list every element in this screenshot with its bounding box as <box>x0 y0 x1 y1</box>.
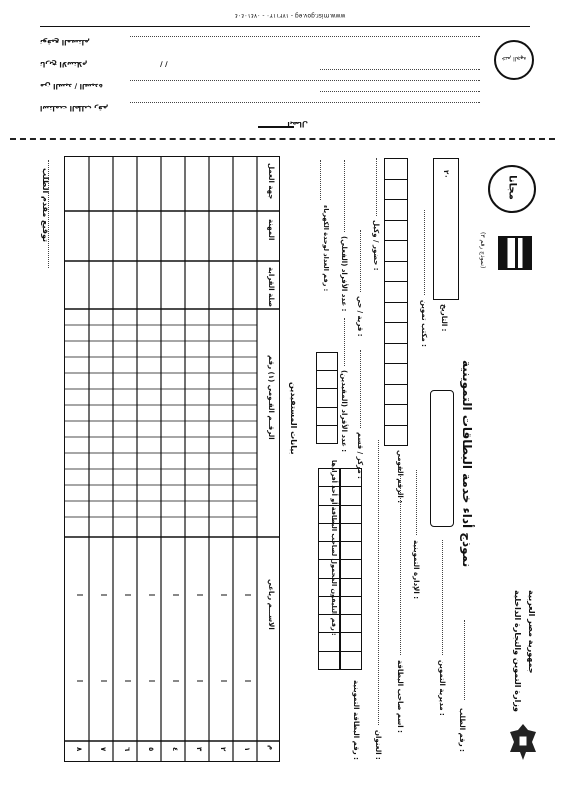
col-header-name: الاســـم رباعي <box>267 579 275 630</box>
row-number: ٨ <box>75 747 83 752</box>
col-header-job: المهنة <box>267 219 275 241</box>
field-district: مركز / قسم : <box>356 432 364 479</box>
field-village: قرية / حي : <box>356 296 364 337</box>
national-id-boxes <box>384 158 408 446</box>
row-number: ٢ <box>219 747 227 752</box>
col-header-relation: صلة القرابة <box>267 267 275 307</box>
field-meter: رقم العداد لوحدة الكهرباء : <box>322 205 330 292</box>
field-actual-count: عدد الأفراد (الفعلي) : <box>340 236 348 312</box>
divider <box>40 26 530 27</box>
receipt-row-4: توقيع المستلم <box>40 38 90 46</box>
row-number: ٣ <box>195 747 203 752</box>
request-no-label: رقم الطلب : <box>458 708 466 752</box>
beneficiaries-table <box>64 156 280 762</box>
receipt-stub: ايصال <box>287 120 308 128</box>
field-national-id: الرقم القومي : <box>396 450 404 504</box>
form-title: نموذج أداء خدمة البطاقات التموينية <box>460 360 474 568</box>
eagle-emblem-icon <box>508 722 538 762</box>
ministry-name: وزارة التموين والتجارة الداخلية <box>513 590 522 712</box>
receipt-row-1: استلمت الطلب رقم <box>40 104 109 112</box>
country-name: جمهورية مصر العربية <box>527 590 536 674</box>
meter-boxes <box>316 352 338 444</box>
free-badge: مجانا <box>488 165 536 213</box>
signature-label: توقيع مقدم الطلب <box>41 168 50 243</box>
receipt-date-sep: / / <box>160 60 168 68</box>
field-card-no: رقم البطاقة التموينية : <box>352 680 360 760</box>
row-number: ٦ <box>123 747 131 752</box>
table-title: بيانات المستفيدين <box>289 382 298 455</box>
field-attendance: حضور / وكيل : <box>372 220 380 271</box>
cut-line <box>10 138 555 140</box>
row-number: ٧ <box>99 747 107 752</box>
form-number: (نموذج رقم ٣) <box>479 232 486 269</box>
date-box <box>433 158 459 300</box>
field-office: مكتب تموين : <box>420 300 428 347</box>
field-phone: رقم التليفون المحمول لصاحب البطاقة أو أحد أفرادها : <box>330 460 338 636</box>
receipt-row-2: من السيد / السيدة <box>40 82 103 90</box>
subtitle-frame <box>430 390 454 527</box>
ration-card-boxes <box>340 468 362 670</box>
col-header-index: م <box>267 745 275 751</box>
row-number: ٥ <box>147 747 155 752</box>
col-header-national-id: الرقــم القـومي (١) رقم <box>267 355 275 440</box>
row-number: ٤ <box>171 747 179 752</box>
receipt-block <box>40 32 480 112</box>
date-label: التاريخ : <box>440 304 448 332</box>
col-header-employer: جهة العمل <box>267 163 275 200</box>
field-address: العنوان : <box>374 730 382 760</box>
field-directorate: مديرية التموين : <box>438 660 446 716</box>
field-admin: الإدارة التموينية : <box>412 540 420 600</box>
receipt-stamp: ختم الجهة <box>494 40 534 80</box>
footer-strip: www.misr.gov.eg - ٠٧٤١٠٤٠٤ - ١٧٢١١٢٠ <box>234 12 346 19</box>
field-owner-name: اسم صاحب البطاقة : <box>396 660 404 733</box>
year-prefix: ٢٠ <box>442 170 450 179</box>
receipt-row-3: تاريخ الاستلام <box>40 60 88 68</box>
field-registered-count: عدد الأفراد (المقيدين) : <box>340 370 348 453</box>
qr-code <box>498 236 532 270</box>
row-number: ١ <box>243 747 251 752</box>
